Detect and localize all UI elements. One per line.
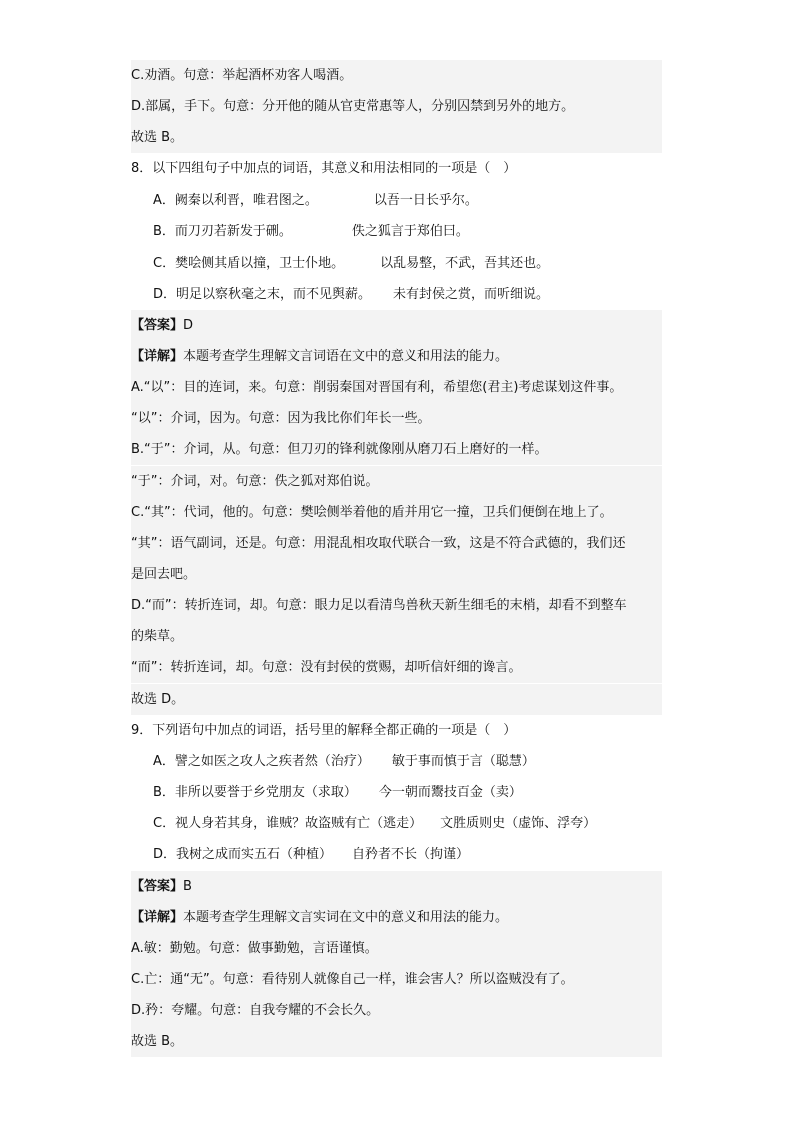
q8-detail-line: “于”：介词，对。句意：佚之狐对郑伯说。 [131, 466, 662, 497]
option-sentence-2: 今一朝而鬻技百金（卖） [378, 785, 522, 800]
q8-choice: 故选 D。 [131, 684, 662, 715]
q7-explanation-d: D.部属，手下。句意：分开他的随从官吏常惠等人，分别囚禁到另外的地方。 [131, 91, 662, 122]
q8-detail-line: 的柴草。 [131, 621, 662, 652]
q8-detail-line: D.“而”：转折连词，却。句意：眼力足以看清鸟兽秋天新生细毛的末梢，却看不到整车 [131, 590, 662, 621]
q9-option-c [131, 808, 662, 839]
option-sentence-1: B．非所以要誉于乡党朋友（求取） [153, 785, 357, 800]
detail-text: 本题考查学生理解文言词语在文中的意义和用法的能力。 [183, 349, 509, 364]
q8-detail-line: “以”：介词，因为。句意：因为我比你们年长一些。 [131, 403, 662, 434]
option-sentence-1: A．阙秦以利晋，唯君图之。 [153, 193, 318, 208]
q8-detail-line: “而”：转折连词，却。句意：没有封侯的赏赐，却听信奸细的谗言。 [131, 652, 662, 683]
answer-value: D [183, 318, 194, 333]
q8-detail-line: 是回去吧。 [131, 559, 662, 590]
q8-detail-line: B.“于”：介词，从。句意：但刀刃的锋利就像刚从磨刀石上磨好的一样。 [131, 434, 662, 465]
option-sentence-1: D．明足以察秋毫之末，而不见舆薪。 [153, 287, 372, 302]
detail-tag: 【详解】 [131, 349, 184, 364]
answer-tag: 【答案】 [131, 879, 184, 894]
q8-option-b [131, 216, 662, 247]
option-sentence-1: C．樊哙侧其盾以撞，卫士仆地。 [153, 256, 345, 271]
q9-detail-intro [131, 902, 662, 933]
q9-answer [131, 871, 662, 902]
q9-choice: 故选 B。 [131, 1026, 662, 1057]
option-sentence-2: 佚之狐言于郑伯曰。 [351, 224, 469, 239]
option-sentence-2: 文胜质则史（虚饰、浮夸） [440, 816, 597, 831]
q9-option-a [131, 746, 662, 777]
q9-detail-line: A.敏：勤勉。句意：做事勤勉，言语谨慎。 [131, 933, 662, 964]
q9-stem: 9．下列语句中加点的词语，括号里的解释全都正确的一项是（ ） [131, 723, 517, 738]
detail-text: 本题考查学生理解文言实词在文中的意义和用法的能力。 [183, 910, 509, 925]
option-sentence-1: C．视人身若其身，谁贼？故盗贼有亡（逃走） [153, 816, 423, 831]
detail-tag: 【详解】 [131, 910, 184, 925]
q8-detail-intro [131, 341, 662, 372]
q9-option-d [131, 839, 662, 870]
q8-detail-line: “其”：语气副词，还是。句意：用混乱相攻取代联合一致，这是不符合武德的，我们还 [131, 528, 662, 559]
option-sentence-2: 以吾一日长乎尔。 [373, 193, 478, 208]
option-sentence-1: B．而刀刃若新发于硎。 [153, 224, 292, 239]
option-sentence-2: 未有封侯之赏，而听细说。 [393, 287, 550, 302]
q7-explanation-c: C.劝酒。句意：举起酒杯劝客人喝酒。 [131, 60, 662, 91]
q8-detail-line: C.“其”：代词，他的。句意：樊哙侧举着他的盾并用它一撞，卫兵们便倒在地上了。 [131, 497, 662, 528]
q8-answer [131, 310, 662, 341]
q8-option-a [131, 185, 662, 216]
option-sentence-2: 敏于事而慎于言（聪慧） [391, 754, 535, 769]
q9-detail-line: D.矜：夸耀。句意：自我夸耀的不会长久。 [131, 995, 662, 1026]
answer-value: B [183, 879, 192, 894]
q8-detail-line: A.“以”：目的连词，来。句意：削弱秦国对晋国有利，希望您(君主)考虑谋划这件事。 [131, 372, 662, 403]
option-sentence-2: 以乱易整，不武，吾其还也。 [380, 256, 550, 271]
q8-option-d [131, 279, 662, 310]
option-sentence-2: 自矜者不长（拘谨） [352, 847, 470, 862]
q9-option-b [131, 777, 662, 808]
q9-detail-line: C.亡：通“无”。句意：看待别人就像自己一样，谁会害人？所以盗贼没有了。 [131, 964, 662, 995]
option-sentence-1: A．譬之如医之攻人之疾者然（治疗） [153, 754, 370, 769]
q8-option-c [131, 248, 662, 279]
q7-choice: 故选 B。 [131, 122, 662, 153]
option-sentence-1: D．我树之成而实五石（种植） [153, 847, 333, 862]
q8-stem: 8．以下四组句子中加点的词语，其意义和用法相同的一项是（ ） [131, 161, 517, 176]
answer-tag: 【答案】 [131, 318, 184, 333]
